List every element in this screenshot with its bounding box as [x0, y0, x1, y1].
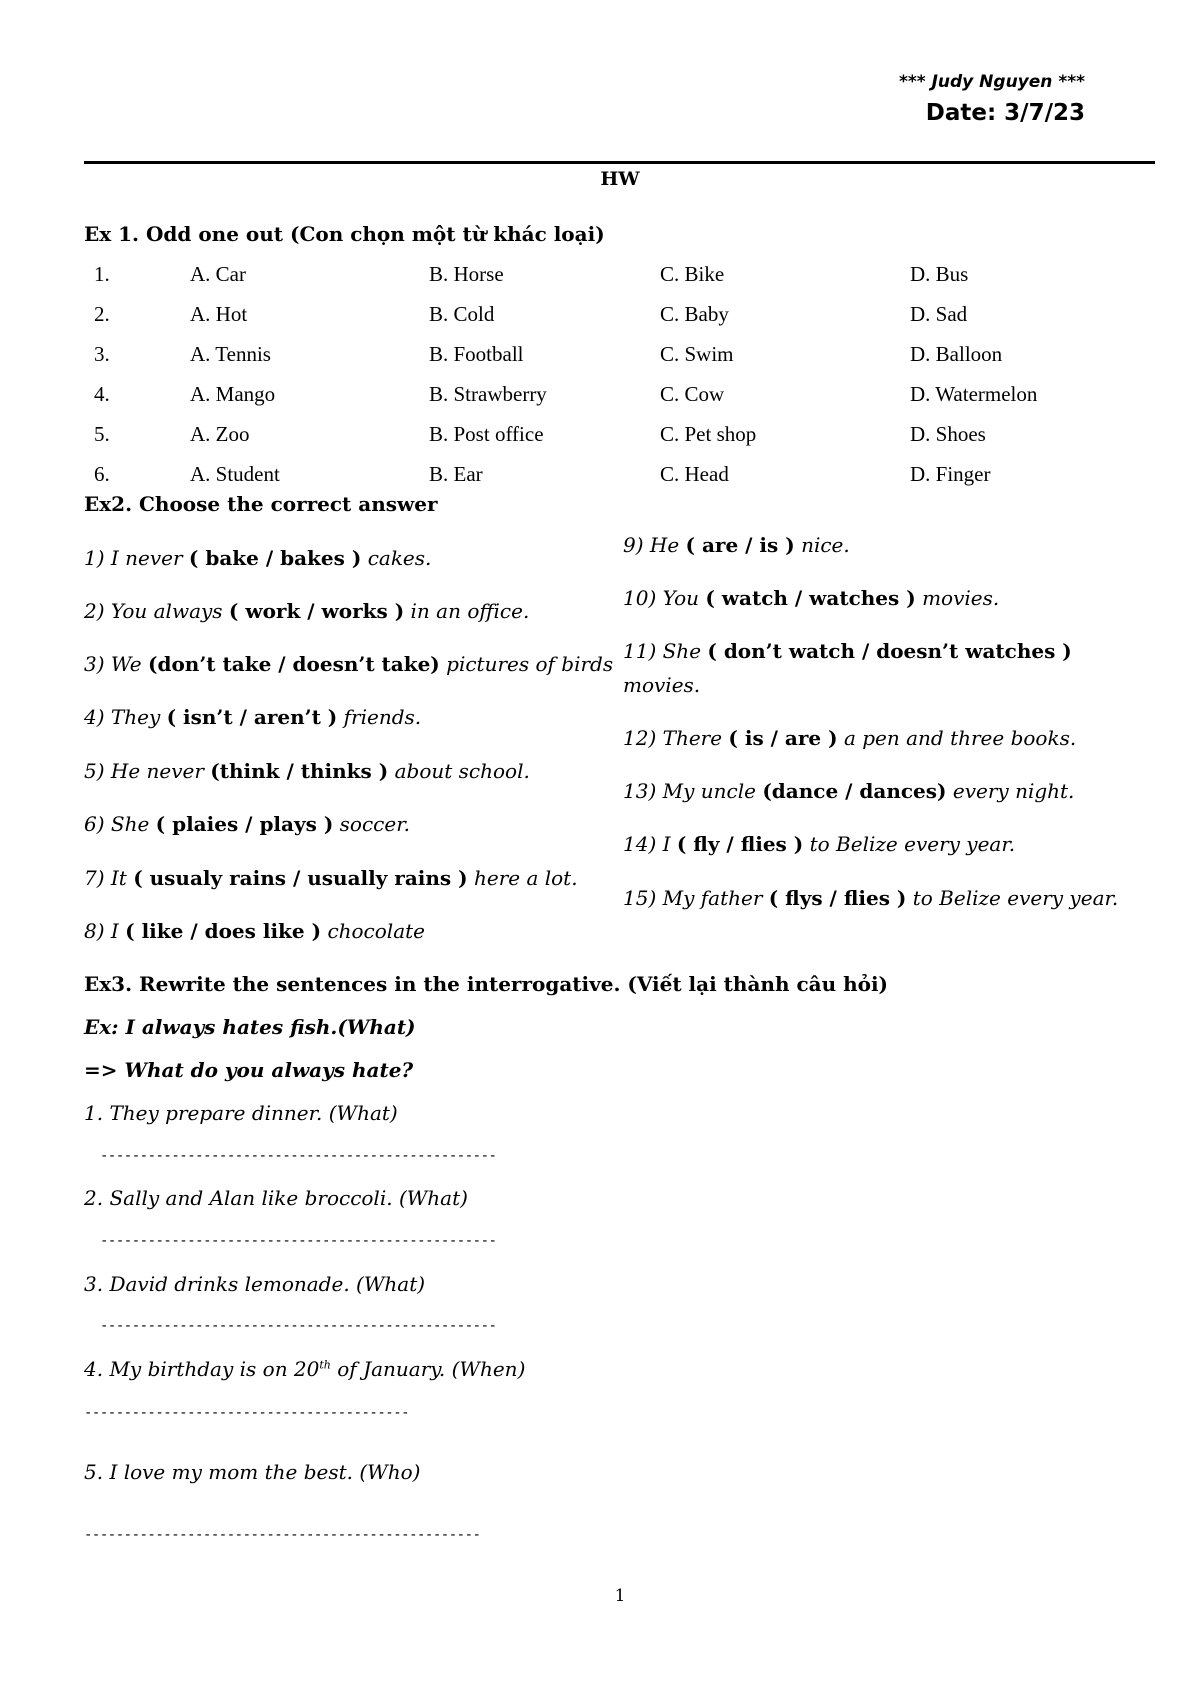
option-d: D. Finger — [910, 462, 991, 486]
option-a: A. Hot — [190, 302, 248, 326]
question-suffix: movies. — [623, 673, 701, 697]
question-suffix: cakes. — [367, 546, 432, 570]
ex2-heading: Ex2. Choose the correct answer — [84, 492, 438, 516]
option-a: A. Student — [190, 462, 280, 486]
answer-choice: ( usualy rains / usually rains ) — [133, 866, 468, 890]
question-suffix: chocolate — [327, 919, 425, 943]
question-prefix: 5) He never — [84, 759, 204, 783]
list-item: 3. David drinks lemonade. (What) — [84, 1272, 426, 1296]
list-item: 5. I love my mom the best. (Who) — [84, 1460, 421, 1484]
option-c: C. Cow — [660, 382, 725, 406]
answer-choice: ( plaies / plays ) — [155, 812, 334, 836]
question-prefix: 9) He — [623, 533, 680, 557]
row-number: 3. — [94, 342, 110, 366]
answer-choice: ( fly / flies ) — [676, 832, 804, 856]
list-item — [84, 812, 410, 836]
question-prefix: 10) You — [623, 586, 699, 610]
example-answer: => What do you always hate? — [84, 1058, 414, 1082]
question-suffix: friends. — [343, 705, 422, 729]
list-item — [84, 1357, 525, 1381]
option-a: A. Car — [190, 262, 246, 286]
option-a: A. Mango — [190, 382, 276, 406]
list-item — [84, 705, 421, 729]
option-c: C. Pet shop — [660, 422, 757, 446]
option-d: D. Shoes — [910, 422, 986, 446]
option-a: A. Zoo — [190, 422, 250, 446]
question-suffix: soccer. — [339, 812, 410, 836]
question-suffix: a pen and three books. — [843, 726, 1077, 750]
option-b: B. Horse — [429, 262, 504, 286]
question-prefix: 11) She — [623, 639, 702, 663]
list-item — [84, 919, 425, 943]
answer-choice: ( like / does like ) — [125, 919, 322, 943]
question-prefix: 1) I never — [84, 546, 183, 570]
list-item — [623, 726, 1076, 750]
question-suffix: to Belize every year. — [912, 886, 1119, 910]
answer-line[interactable]: -------------------------------------------------- — [100, 1233, 497, 1249]
option-c: C. Head — [660, 462, 729, 486]
answer-line[interactable]: -------------------------------------------------- — [84, 1527, 481, 1543]
list-item — [623, 639, 1072, 663]
option-d: D. Balloon — [910, 342, 1003, 366]
list-item — [84, 759, 530, 783]
item-text: 4. My birthday is on 20 — [84, 1357, 320, 1381]
row-number: 6. — [94, 462, 110, 486]
date-label: Date: 3/7/23 — [925, 100, 1085, 126]
question-prefix: 12) There — [623, 726, 723, 750]
list-item — [84, 866, 578, 890]
question-prefix: 4) They — [84, 705, 161, 729]
answer-choice: ( are / is ) — [685, 533, 795, 557]
item-text: of January. (When) — [330, 1357, 526, 1381]
list-item: 2. Sally and Alan like broccoli. (What) — [84, 1186, 468, 1210]
question-suffix: every night. — [952, 779, 1075, 803]
question-prefix: 13) My uncle — [623, 779, 756, 803]
answer-choice: ( is / are ) — [728, 726, 838, 750]
option-c: C. Baby — [660, 302, 729, 326]
option-b: B. Football — [429, 342, 524, 366]
answer-choice: (don’t take / doesn’t take) — [148, 652, 440, 676]
question-prefix: 6) She — [84, 812, 150, 836]
question-prefix: 8) I — [84, 919, 119, 943]
question-suffix: here a lot. — [473, 866, 578, 890]
list-item — [84, 546, 431, 570]
list-item — [623, 886, 1118, 910]
question-prefix: 7) It — [84, 866, 127, 890]
option-b: B. Strawberry — [429, 382, 547, 406]
list-item — [623, 533, 850, 557]
page-number: 1 — [614, 1586, 626, 1606]
question-suffix: to Belize every year. — [809, 832, 1016, 856]
option-c: C. Bike — [660, 262, 725, 286]
row-number: 5. — [94, 422, 110, 446]
option-b: B. Ear — [429, 462, 483, 486]
list-item — [84, 652, 613, 676]
question-suffix: in an office. — [410, 599, 530, 623]
row-number: 4. — [94, 382, 110, 406]
page-title: HW — [600, 168, 640, 190]
question-suffix: nice. — [801, 533, 850, 557]
option-d: D. Watermelon — [910, 382, 1038, 406]
question-prefix: 2) You always — [84, 599, 223, 623]
answer-line[interactable]: ----------------------------------------- — [84, 1405, 410, 1421]
ex3-heading: Ex3. Rewrite the sentences in the interrogative. (Viết lại thành câu hỏi) — [84, 972, 889, 996]
header-rule — [84, 161, 1155, 164]
answer-line[interactable]: -------------------------------------------------- — [100, 1318, 497, 1334]
author-label: *** Judy Nguyen *** — [899, 72, 1085, 92]
question-suffix: about school. — [394, 759, 530, 783]
list-item: 1. They prepare dinner. (What) — [84, 1101, 398, 1125]
option-d: D. Bus — [910, 262, 969, 286]
answer-choice: (think / thinks ) — [210, 759, 389, 783]
ex1-heading: Ex 1. Odd one out (Con chọn một từ khác loại) — [84, 222, 605, 246]
option-b: B. Post office — [429, 422, 544, 446]
option-d: D. Sad — [910, 302, 968, 326]
answer-choice: ( bake / bakes ) — [188, 546, 362, 570]
list-item — [623, 779, 1074, 803]
row-number: 1. — [94, 262, 110, 286]
ordinal-suffix: th — [319, 1358, 331, 1372]
row-number: 2. — [94, 302, 110, 326]
answer-choice: ( work / works ) — [228, 599, 405, 623]
question-suffix: pictures of birds — [446, 652, 614, 676]
answer-choice: (dance / dances) — [762, 779, 947, 803]
answer-choice: ( flys / flies ) — [768, 886, 907, 910]
answer-choice: ( isn’t / aren’t ) — [166, 705, 338, 729]
question-prefix: 15) My father — [623, 886, 763, 910]
answer-choice: ( watch / watches ) — [705, 586, 916, 610]
list-item — [623, 586, 999, 610]
answer-line[interactable]: -------------------------------------------------- — [100, 1148, 497, 1164]
option-c: C. Swim — [660, 342, 734, 366]
question-prefix: 14) I — [623, 832, 671, 856]
answer-choice: ( don’t watch / doesn’t watches ) — [707, 639, 1072, 663]
option-a: A. Tennis — [190, 342, 271, 366]
question-suffix: movies. — [922, 586, 1000, 610]
list-item — [84, 599, 529, 623]
question-prefix: 3) We — [84, 652, 142, 676]
option-b: B. Cold — [429, 302, 495, 326]
example-question: Ex: I always hates fish.(What) — [84, 1015, 416, 1039]
list-item-continuation — [623, 673, 700, 697]
list-item — [623, 832, 1015, 856]
